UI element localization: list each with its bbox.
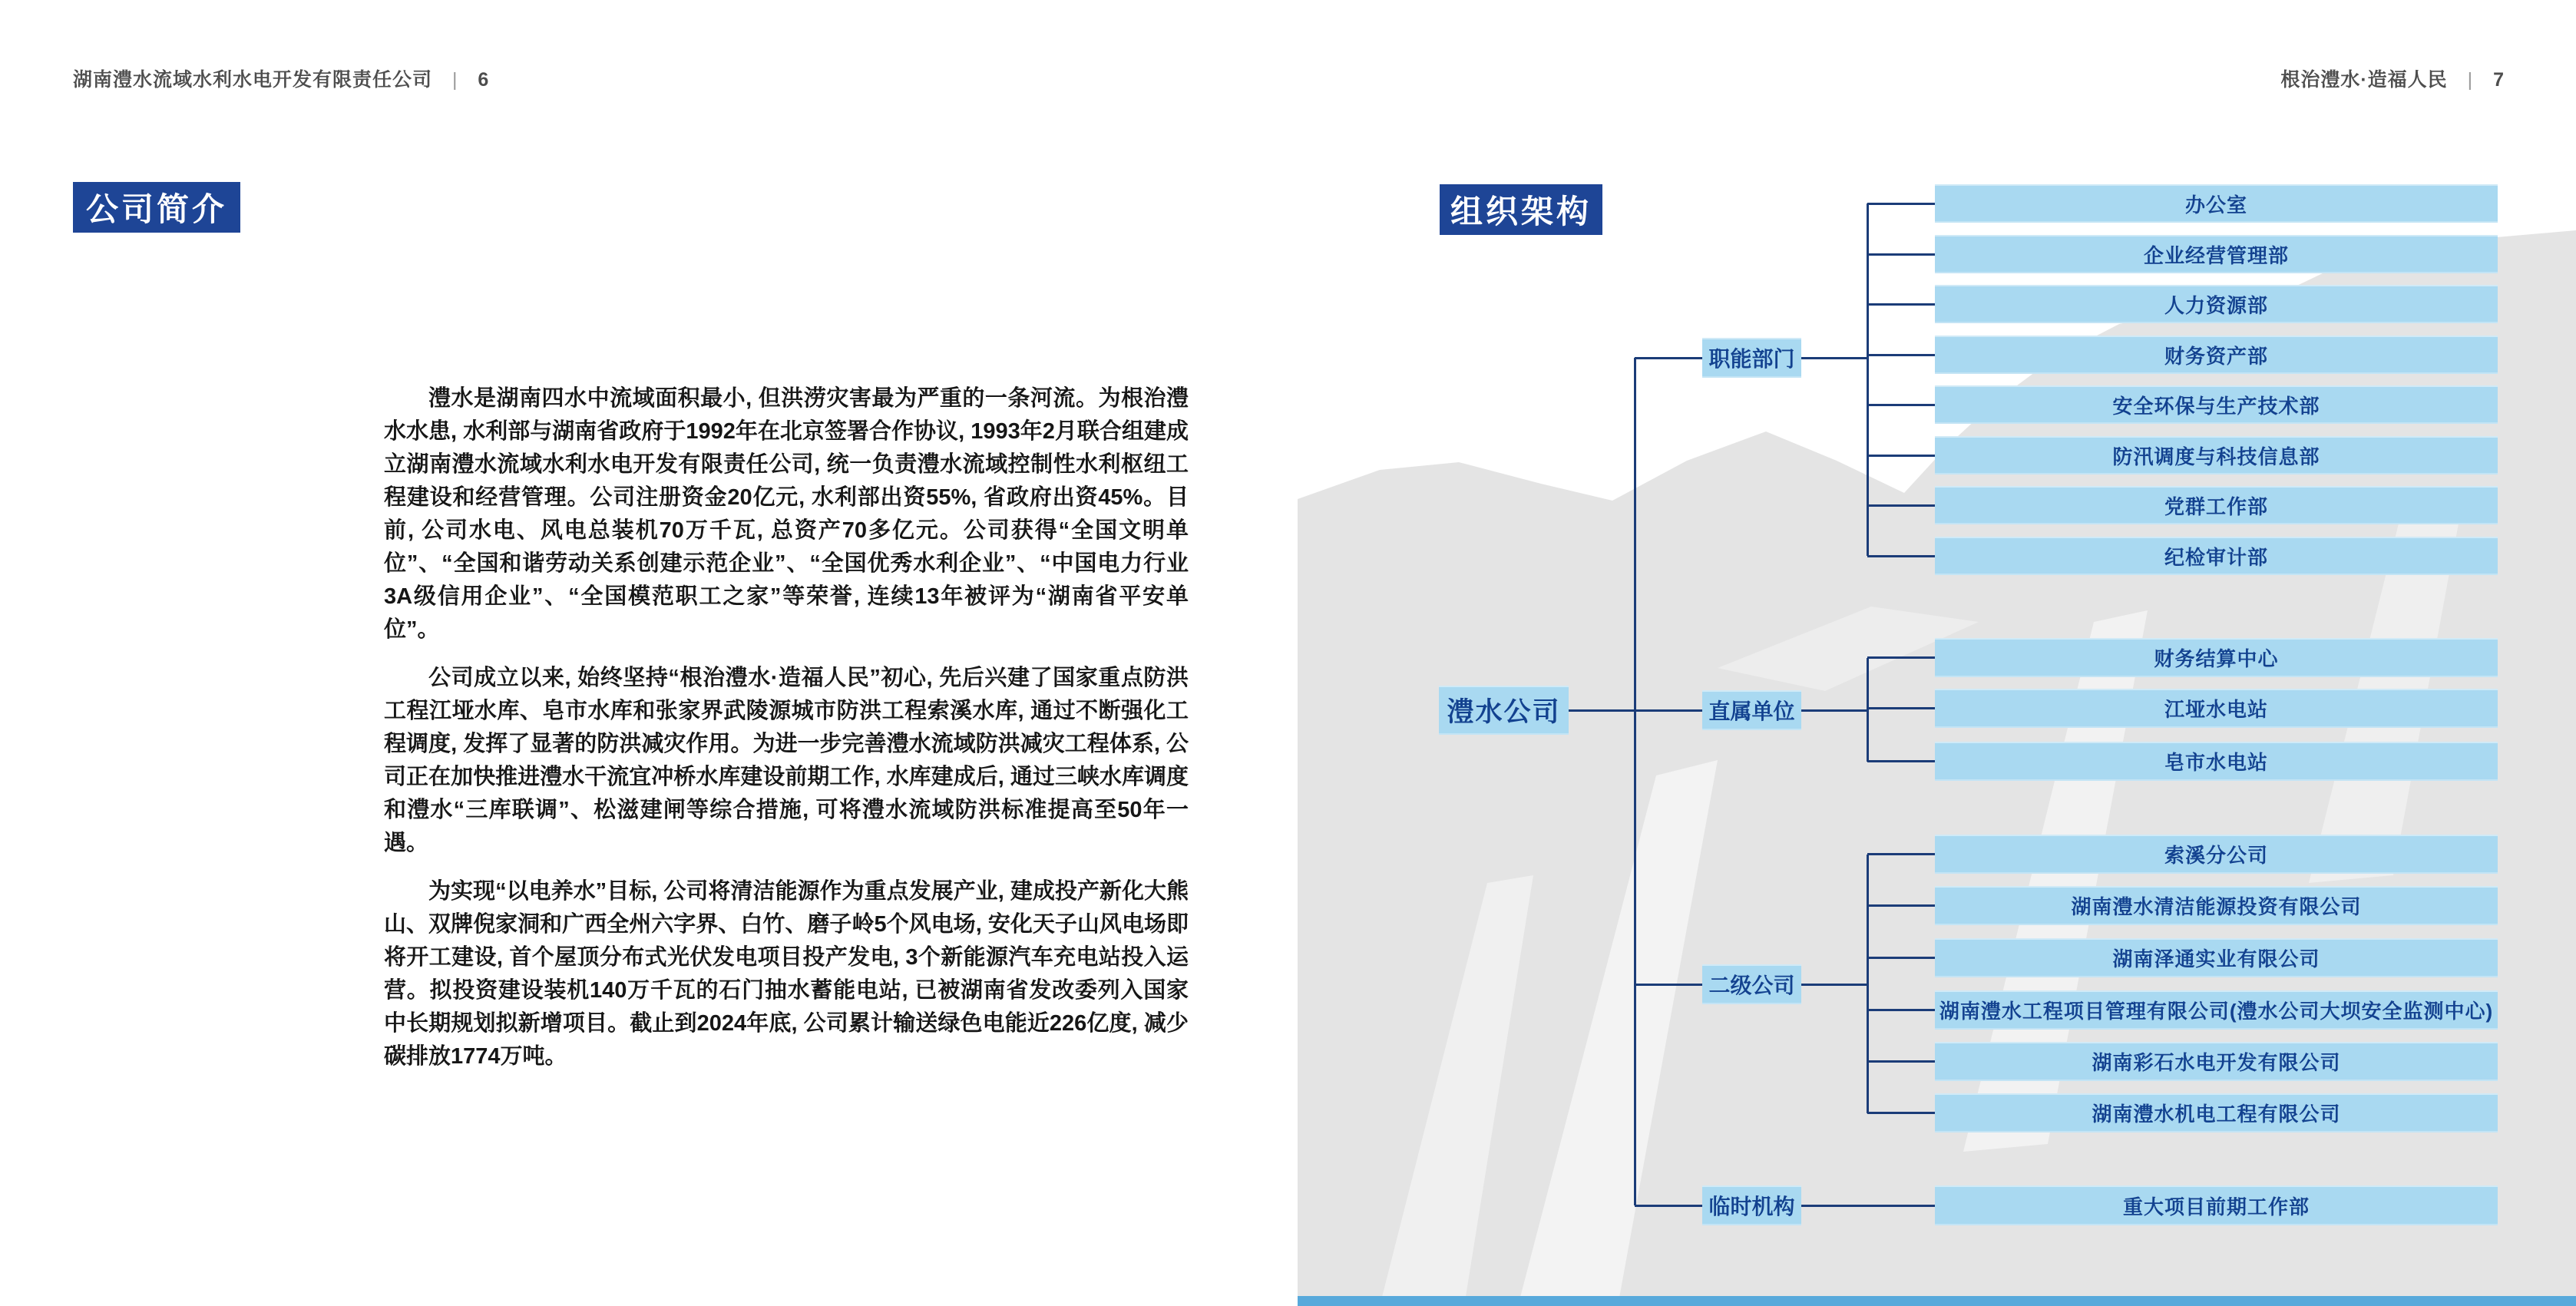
connector-line [1867,253,1935,256]
connector-line [1867,203,1935,205]
connector-line [1867,504,1935,507]
connector-line [1634,358,1636,1205]
org-branch-node: 二级公司 [1702,964,1801,1004]
body-paragraph: 公司成立以来, 始终坚持“根治澧水·造福人民”初心, 先后兴建了国家重点防洪工程江垭水库、皂市水库和张家界武陵源城市防洪工程索溪水库, 通过不断强化工程调度, 发挥了显著的防洪减灾作用。为进一步完善澧水流域防洪减灾工程体系, 公司正在加快推进澧水干流宜冲桥水库建设前期工作, 水库建成后, 通过三峡水库调度和澧水“三库联调”、松滋建闸等综合措施, 可将澧水流域防洪标准提高至50年一遇。 [384,666,1189,855]
org-branch-node: 临时机构 [1702,1185,1801,1225]
org-bar: 防汛调度与科技信息部 [1935,436,2498,474]
connector-line [1801,357,1867,359]
connector-line [1867,904,1935,907]
connector-line [1867,1112,1935,1114]
org-bar: 人力资源部 [1935,285,2498,323]
connector-line [1867,555,1935,557]
body-paragraph: 为实现“以电养水”目标, 公司将清洁能源作为重点发展产业, 建成投产新化大熊山、双牌倪家洞和广西全州六字界、白竹、磨子岭5个风电场, 安化天子山风电场即将开工建设, 首个屋顶分布式光伏发电项目投产发电, 3个新能源汽车充电站投入运营。拟投资建设装机140万千瓦的石门抽水蓄能电站, 已被湖南省发改委列入国家中长期规划拟新增项目。截止到2024年底, 公司累计输送绿色电能近226亿度, 减少碳排放1774万吨。 [384,879,1189,1069]
org-branch-node: 直属单位 [1702,690,1801,730]
connector-line [1867,656,1935,659]
org-bar: 办公室 [1935,184,2498,223]
connector-line [1867,760,1935,762]
connector-line [1867,203,1869,556]
org-bar: 皂市水电站 [1935,742,2498,781]
connector-line [1867,855,1869,1113]
org-bar: 安全环保与生产技术部 [1935,385,2498,424]
connector-line [1867,1060,1935,1063]
org-branch-node: 职能部门 [1702,338,1801,378]
connector-line [1867,707,1935,709]
connector-line [1801,709,1867,712]
section-title-company-profile: 公司简介 [73,182,240,233]
page-number-right: 7 [2493,69,2505,91]
connector-line [1867,455,1935,457]
org-bar: 湖南彩石水电开发有限公司 [1935,1042,2498,1081]
bottom-accent-bar [1298,1296,2576,1306]
company-name: 湖南澧水流域水利水电开发有限责任公司 [73,69,433,91]
header-divider: | [2467,69,2474,91]
connector-line [1867,853,1935,855]
connector-line [1801,1205,1935,1207]
connector-line [1635,357,1702,359]
connector-line [1801,984,1867,986]
org-bar: 财务资产部 [1935,336,2498,374]
org-bar: 党群工作部 [1935,486,2498,524]
org-root-node: 澧水公司 [1439,686,1569,735]
connector-line [1867,354,1935,356]
org-bar: 江垭水电站 [1935,689,2498,728]
org-bar: 重大项目前期工作部 [1935,1185,2498,1225]
slogan: 根治澧水·造福人民 [2280,69,2448,91]
connector-line [1867,303,1935,306]
connector-line [1635,709,1702,712]
org-bar: 索溪分公司 [1935,835,2498,874]
connector-line [1867,404,1935,406]
org-bar: 湖南澧水清洁能源投资有限公司 [1935,886,2498,925]
org-bar: 财务结算中心 [1935,638,2498,677]
org-bar: 湖南澧水机电工程有限公司 [1935,1093,2498,1132]
org-bar: 湖南泽通实业有限公司 [1935,938,2498,977]
org-bar: 纪检审计部 [1935,537,2498,575]
connector-line [1635,1205,1702,1207]
connector-line [1867,957,1935,959]
header-divider: | [451,69,458,91]
page-number-left: 6 [478,69,490,91]
connector-line [1867,1009,1935,1011]
org-bar: 企业经营管理部 [1935,235,2498,273]
connector-line [1635,984,1702,986]
org-bar: 湖南澧水工程项目管理有限公司(澧水公司大坝安全监测中心) [1935,990,2498,1030]
body-paragraph: 澧水是湖南四水中流域面积最小, 但洪涝灾害最为严重的一条河流。为根治澧水水患, 水利部与湖南省政府于1992年在北京签署合作协议, 1993年2月联合组建成立湖南澧水流域水利水电开发有限责任公司, 统一负责澧水流域控制性水利枢纽工程建设和经营管理。公司注册资金20亿元, 水利部出资55%, 省政府出资45%。目前, 公司水电、风电总装机70万千瓦, 总资产70多亿元。公司获得“全国文明单位”、“全国和谐劳动关系创建示范企业”、“全国优秀水利企业”、“中国电力行业3A级信用企业”、“全国模范职工之家”等荣誉, 连续13年被评为“湖南省平安单位”。 [384,386,1189,642]
connector-line [1867,658,1869,762]
section-title-org-chart: 组织架构 [1440,184,1602,235]
